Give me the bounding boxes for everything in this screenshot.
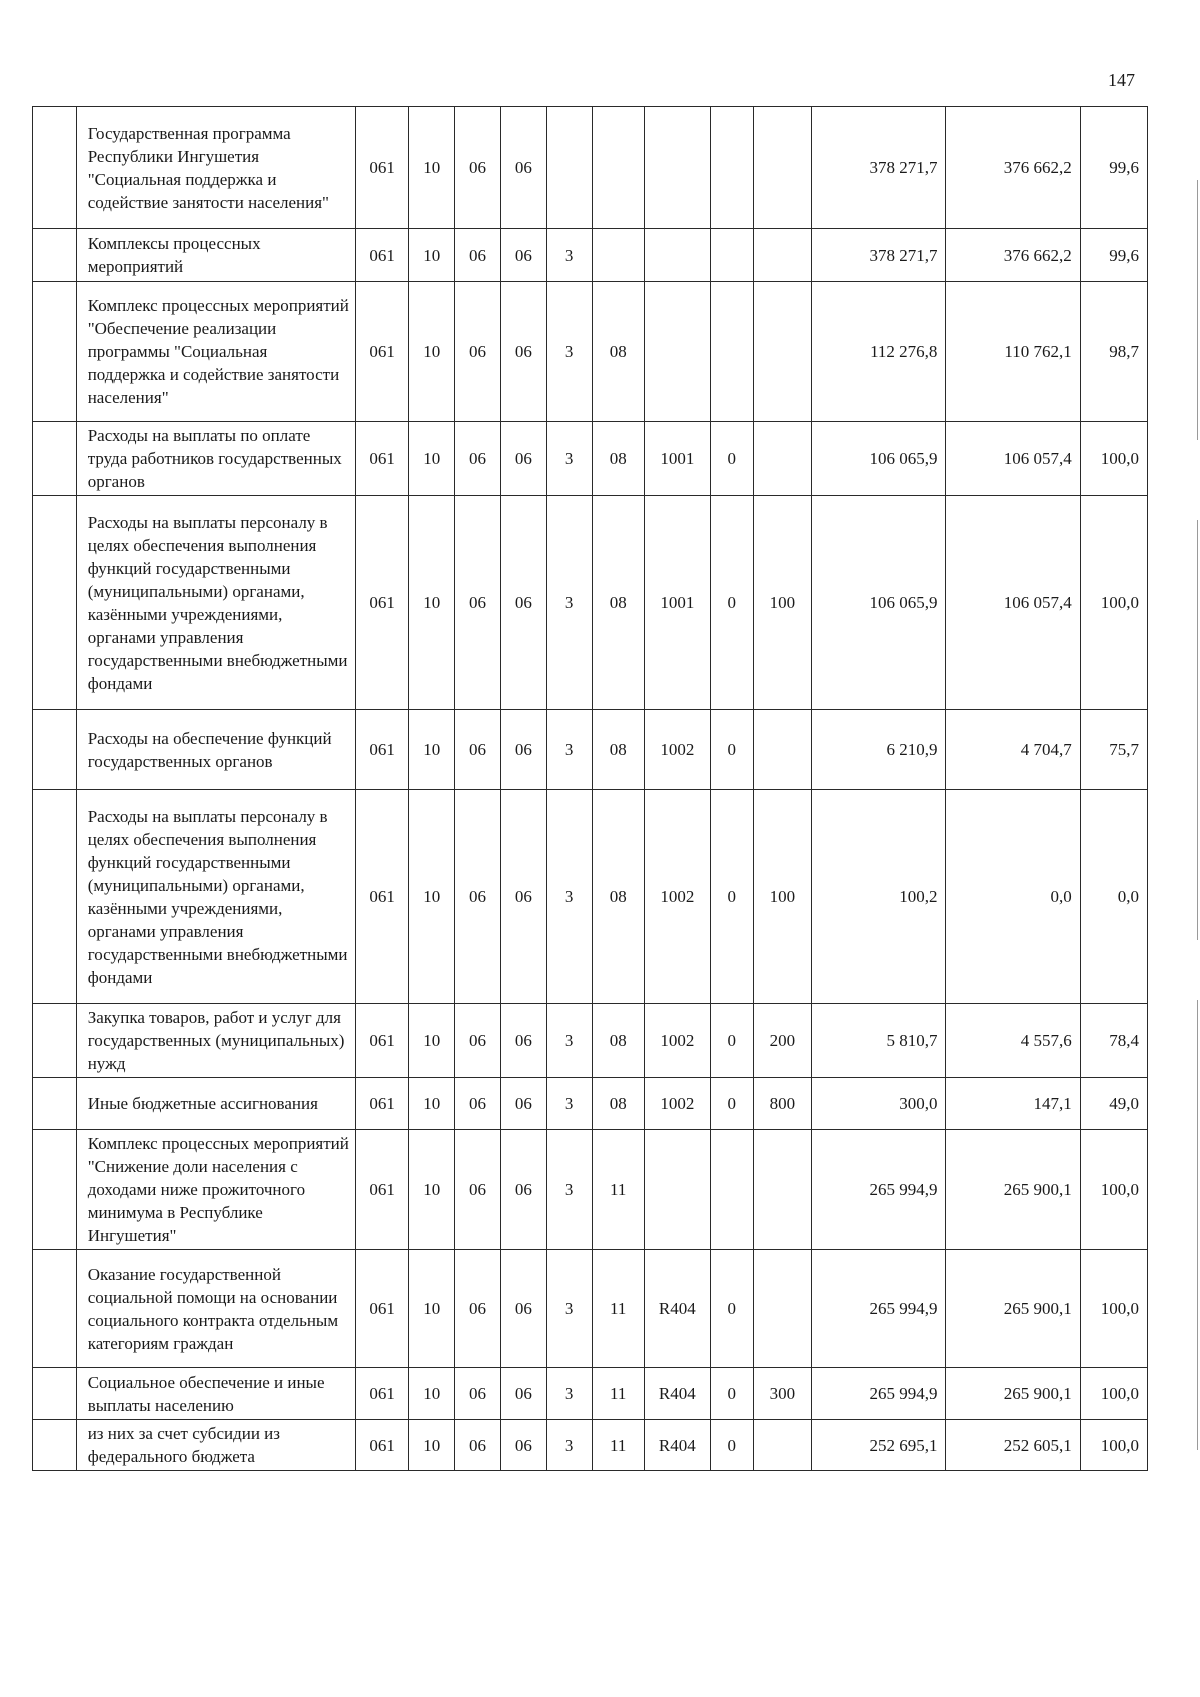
section-code: 10 (409, 282, 455, 422)
subsection-code: 06 (455, 790, 501, 1004)
direction-code: R404 (644, 1420, 710, 1471)
actual-amount: 4 704,7 (946, 710, 1080, 790)
actual-amount: 0,0 (946, 790, 1080, 1004)
expense-type-code (753, 1250, 812, 1368)
row-name: Расходы на выплаты по оплате труда работников государственных органов (76, 422, 355, 496)
direction-code: 1001 (644, 496, 710, 710)
budget-table (32, 106, 1148, 1471)
row-name: Оказание государственной социальной помощи на основании социального контракта отдельным категориям граждан (76, 1250, 355, 1368)
admin-code: 061 (355, 1368, 408, 1420)
complex-code: 08 (592, 496, 644, 710)
section-code: 10 (409, 710, 455, 790)
table-row (33, 229, 1148, 282)
complex-code: 11 (592, 1368, 644, 1420)
admin-code: 061 (355, 107, 408, 229)
program-code: 06 (500, 1250, 546, 1368)
row-index-cell (33, 107, 77, 229)
complex-code: 11 (592, 1250, 644, 1368)
section-code: 10 (409, 107, 455, 229)
row-index-cell (33, 1130, 77, 1250)
complex-code: 11 (592, 1420, 644, 1471)
complex-code: 08 (592, 422, 644, 496)
program-code: 06 (500, 107, 546, 229)
expense-type-code (753, 1420, 812, 1471)
admin-code: 061 (355, 1078, 408, 1130)
section-code: 10 (409, 1420, 455, 1471)
actual-amount: 265 900,1 (946, 1130, 1080, 1250)
actual-amount: 4 557,6 (946, 1004, 1080, 1078)
table-row (33, 422, 1148, 496)
expense-type-code (753, 422, 812, 496)
expense-type-code: 100 (753, 496, 812, 710)
program-code: 06 (500, 710, 546, 790)
program-code: 06 (500, 496, 546, 710)
sub-direction-code: 0 (710, 496, 753, 710)
expense-type-code: 100 (753, 790, 812, 1004)
planned-amount: 252 695,1 (812, 1420, 946, 1471)
row-name: Комплекс процессных мероприятий "Снижение доли населения с доходами ниже прожиточного минимума в Республике Ингушетия" (76, 1130, 355, 1250)
subprogram-code: 3 (546, 1004, 592, 1078)
row-name: Расходы на выплаты персоналу в целях обеспечения выполнения функций государственными (муниципальными) органами, казёнными учреждениями, органами управления государственными внебюджетными фондами (76, 496, 355, 710)
sub-direction-code: 0 (710, 422, 753, 496)
sub-direction-code: 0 (710, 1078, 753, 1130)
execution-percent: 75,7 (1080, 710, 1147, 790)
planned-amount: 265 994,9 (812, 1368, 946, 1420)
section-code: 10 (409, 1368, 455, 1420)
planned-amount: 265 994,9 (812, 1250, 946, 1368)
direction-code: R404 (644, 1250, 710, 1368)
row-index-cell (33, 1078, 77, 1130)
actual-amount: 106 057,4 (946, 422, 1080, 496)
subsection-code: 06 (455, 1004, 501, 1078)
program-code: 06 (500, 282, 546, 422)
execution-percent: 100,0 (1080, 1368, 1147, 1420)
subsection-code: 06 (455, 1420, 501, 1471)
row-name: Социальное обеспечение и иные выплаты населению (76, 1368, 355, 1420)
subprogram-code: 3 (546, 710, 592, 790)
subprogram-code: 3 (546, 1078, 592, 1130)
planned-amount: 6 210,9 (812, 710, 946, 790)
expense-type-code (753, 282, 812, 422)
actual-amount: 265 900,1 (946, 1368, 1080, 1420)
sub-direction-code: 0 (710, 1420, 753, 1471)
planned-amount: 5 810,7 (812, 1004, 946, 1078)
row-index-cell (33, 229, 77, 282)
subsection-code: 06 (455, 1130, 501, 1250)
subprogram-code: 3 (546, 496, 592, 710)
row-name: Иные бюджетные ассигнования (76, 1078, 355, 1130)
expense-type-code (753, 710, 812, 790)
actual-amount: 376 662,2 (946, 107, 1080, 229)
table-row (33, 496, 1148, 710)
expense-type-code (753, 229, 812, 282)
planned-amount: 378 271,7 (812, 107, 946, 229)
table-row (33, 790, 1148, 1004)
subsection-code: 06 (455, 710, 501, 790)
subprogram-code: 3 (546, 229, 592, 282)
admin-code: 061 (355, 1004, 408, 1078)
program-code: 06 (500, 1004, 546, 1078)
row-index-cell (33, 496, 77, 710)
section-code: 10 (409, 1250, 455, 1368)
admin-code: 061 (355, 1130, 408, 1250)
sub-direction-code: 0 (710, 1250, 753, 1368)
execution-percent: 0,0 (1080, 790, 1147, 1004)
direction-code: 1002 (644, 710, 710, 790)
subsection-code: 06 (455, 422, 501, 496)
subsection-code: 06 (455, 282, 501, 422)
expense-type-code (753, 107, 812, 229)
table-row (33, 1130, 1148, 1250)
direction-code: R404 (644, 1368, 710, 1420)
sub-direction-code (710, 229, 753, 282)
subsection-code: 06 (455, 1078, 501, 1130)
table-row (33, 1004, 1148, 1078)
scan-margin-line (1197, 1000, 1198, 1450)
subsection-code: 06 (455, 107, 501, 229)
row-index-cell (33, 790, 77, 1004)
complex-code (592, 107, 644, 229)
row-index-cell (33, 1420, 77, 1471)
subprogram-code: 3 (546, 1130, 592, 1250)
direction-code: 1002 (644, 790, 710, 1004)
row-name: Государственная программа Республики Ингушетия "Социальная поддержка и содействие занятости населения" (76, 107, 355, 229)
planned-amount: 300,0 (812, 1078, 946, 1130)
section-code: 10 (409, 229, 455, 282)
direction-code (644, 1130, 710, 1250)
sub-direction-code (710, 107, 753, 229)
section-code: 10 (409, 1078, 455, 1130)
program-code: 06 (500, 422, 546, 496)
planned-amount: 378 271,7 (812, 229, 946, 282)
subprogram-code: 3 (546, 1250, 592, 1368)
direction-code (644, 107, 710, 229)
expense-type-code: 200 (753, 1004, 812, 1078)
execution-percent: 98,7 (1080, 282, 1147, 422)
subsection-code: 06 (455, 229, 501, 282)
admin-code: 061 (355, 710, 408, 790)
row-name: Комплексы процессных мероприятий (76, 229, 355, 282)
planned-amount: 265 994,9 (812, 1130, 946, 1250)
direction-code (644, 282, 710, 422)
expense-type-code: 800 (753, 1078, 812, 1130)
section-code: 10 (409, 1004, 455, 1078)
sub-direction-code: 0 (710, 790, 753, 1004)
complex-code: 08 (592, 790, 644, 1004)
program-code: 06 (500, 1130, 546, 1250)
row-name: Закупка товаров, работ и услуг для государственных (муниципальных) нужд (76, 1004, 355, 1078)
sub-direction-code (710, 1130, 753, 1250)
table-row (33, 1368, 1148, 1420)
execution-percent: 99,6 (1080, 229, 1147, 282)
planned-amount: 100,2 (812, 790, 946, 1004)
table-row (33, 1078, 1148, 1130)
expense-type-code (753, 1130, 812, 1250)
subprogram-code: 3 (546, 422, 592, 496)
execution-percent: 100,0 (1080, 1130, 1147, 1250)
admin-code: 061 (355, 496, 408, 710)
subprogram-code (546, 107, 592, 229)
execution-percent: 99,6 (1080, 107, 1147, 229)
direction-code: 1002 (644, 1078, 710, 1130)
execution-percent: 78,4 (1080, 1004, 1147, 1078)
row-index-cell (33, 1368, 77, 1420)
complex-code: 08 (592, 710, 644, 790)
subsection-code: 06 (455, 1368, 501, 1420)
execution-percent: 49,0 (1080, 1078, 1147, 1130)
program-code: 06 (500, 1368, 546, 1420)
row-name: Расходы на выплаты персоналу в целях обеспечения выполнения функций государственными (муниципальными) органами, казёнными учреждениями, органами управления государственными внебюджетными фондами (76, 790, 355, 1004)
sub-direction-code: 0 (710, 710, 753, 790)
sub-direction-code: 0 (710, 1004, 753, 1078)
scan-margin-line (1197, 180, 1198, 440)
row-index-cell (33, 422, 77, 496)
actual-amount: 106 057,4 (946, 496, 1080, 710)
subprogram-code: 3 (546, 282, 592, 422)
row-name: из них за счет субсидии из федерального бюджета (76, 1420, 355, 1471)
admin-code: 061 (355, 229, 408, 282)
section-code: 10 (409, 1130, 455, 1250)
complex-code: 08 (592, 1078, 644, 1130)
admin-code: 061 (355, 790, 408, 1004)
row-name: Комплекс процессных мероприятий "Обеспечение реализации программы "Социальная поддержка и содействие занятости населения" (76, 282, 355, 422)
direction-code: 1001 (644, 422, 710, 496)
admin-code: 061 (355, 422, 408, 496)
sub-direction-code: 0 (710, 1368, 753, 1420)
sub-direction-code (710, 282, 753, 422)
subprogram-code: 3 (546, 790, 592, 1004)
planned-amount: 112 276,8 (812, 282, 946, 422)
actual-amount: 376 662,2 (946, 229, 1080, 282)
admin-code: 061 (355, 282, 408, 422)
row-index-cell (33, 710, 77, 790)
table-row (33, 710, 1148, 790)
direction-code: 1002 (644, 1004, 710, 1078)
subprogram-code: 3 (546, 1368, 592, 1420)
row-name: Расходы на обеспечение функций государственных органов (76, 710, 355, 790)
complex-code: 08 (592, 282, 644, 422)
execution-percent: 100,0 (1080, 496, 1147, 710)
section-code: 10 (409, 496, 455, 710)
execution-percent: 100,0 (1080, 1250, 1147, 1368)
planned-amount: 106 065,9 (812, 496, 946, 710)
actual-amount: 110 762,1 (946, 282, 1080, 422)
section-code: 10 (409, 422, 455, 496)
complex-code: 08 (592, 1004, 644, 1078)
row-index-cell (33, 1250, 77, 1368)
program-code: 06 (500, 1420, 546, 1471)
execution-percent: 100,0 (1080, 422, 1147, 496)
program-code: 06 (500, 790, 546, 1004)
actual-amount: 265 900,1 (946, 1250, 1080, 1368)
table-row (33, 1250, 1148, 1368)
row-index-cell (33, 1004, 77, 1078)
section-code: 10 (409, 790, 455, 1004)
planned-amount: 106 065,9 (812, 422, 946, 496)
admin-code: 061 (355, 1250, 408, 1368)
complex-code (592, 229, 644, 282)
subsection-code: 06 (455, 1250, 501, 1368)
page-number: 147 (1108, 70, 1135, 90)
row-index-cell (33, 282, 77, 422)
table-row (33, 1420, 1148, 1471)
table-row (33, 107, 1148, 229)
execution-percent: 100,0 (1080, 1420, 1147, 1471)
expense-type-code: 300 (753, 1368, 812, 1420)
table-row (33, 282, 1148, 422)
actual-amount: 252 605,1 (946, 1420, 1080, 1471)
admin-code: 061 (355, 1420, 408, 1471)
actual-amount: 147,1 (946, 1078, 1080, 1130)
subsection-code: 06 (455, 496, 501, 710)
complex-code: 11 (592, 1130, 644, 1250)
scan-margin-line (1197, 520, 1198, 940)
subprogram-code: 3 (546, 1420, 592, 1471)
direction-code (644, 229, 710, 282)
program-code: 06 (500, 1078, 546, 1130)
program-code: 06 (500, 229, 546, 282)
